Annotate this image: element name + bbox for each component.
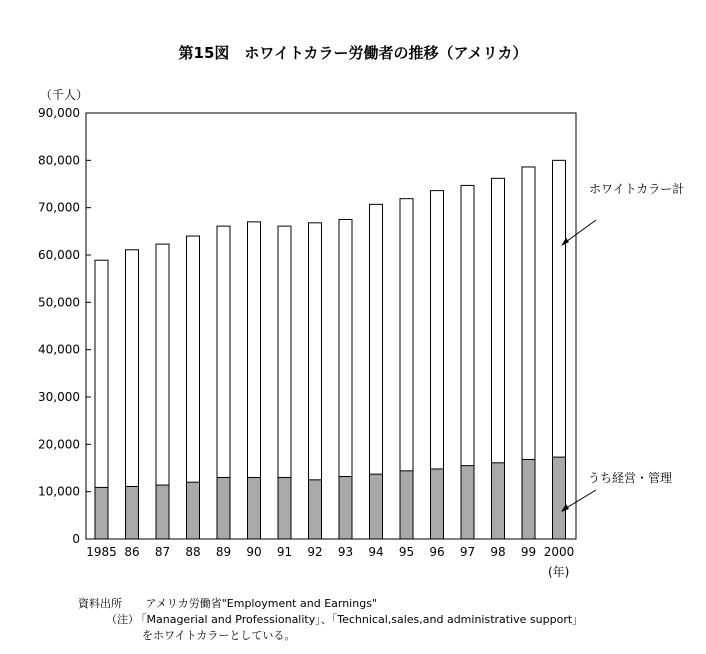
x-tick-label: 93 — [337, 545, 354, 559]
x-tick-label: 94 — [368, 545, 384, 559]
x-tick-label: 1985 — [86, 545, 117, 559]
chart-title: 第15図 ホワイトカラー労働者の推移（アメリカ） — [178, 44, 528, 62]
notes-section — [78, 596, 583, 644]
y-tick-label: 70,000 — [38, 200, 80, 215]
x-tick-label: 99 — [520, 545, 537, 559]
bar-managerial — [217, 477, 230, 539]
bar-managerial — [156, 485, 169, 539]
y-tick-label: 0 — [72, 532, 80, 546]
bar-managerial — [278, 477, 291, 539]
x-tick-label: 91 — [276, 545, 293, 559]
note-line-2: をホワイトカラーとしている。 — [142, 629, 296, 642]
y-tick-label: 90,000 — [38, 106, 80, 120]
note-label: （注） — [106, 613, 139, 626]
bar-managerial — [248, 477, 261, 539]
y-tick-label: 10,000 — [38, 484, 80, 499]
legend-total-pointer — [563, 220, 596, 244]
bar-managerial — [522, 459, 535, 539]
bar-managerial — [492, 463, 505, 539]
source-label: 資料出所 — [78, 597, 122, 610]
y-tick-label: 40,000 — [38, 342, 80, 357]
bar-managerial — [461, 466, 474, 539]
bar-managerial — [187, 482, 200, 539]
x-tick-label: 86 — [124, 545, 140, 559]
source-text: アメリカ労働省"Employment and Earnings" — [145, 597, 377, 610]
x-axis-unit: (年) — [548, 565, 570, 579]
x-tick-label: 95 — [398, 545, 415, 559]
bar-managerial — [309, 480, 322, 539]
x-tick-label: 2000 — [543, 545, 575, 559]
note-line-1: 「Managerial and Professionality」、「Technical,sales,and administrative support」 — [135, 613, 584, 626]
y-tick-label: 60,000 — [38, 248, 80, 262]
y-tick-label: 20,000 — [38, 437, 80, 452]
source-row — [78, 596, 583, 612]
y-tick-label: 80,000 — [38, 153, 80, 168]
legend-managerial-label: うち経営・管理 — [588, 471, 673, 485]
bar-managerial — [339, 477, 352, 539]
x-tick-label: 96 — [429, 545, 445, 559]
x-tick-label: 88 — [185, 545, 201, 559]
y-tick-label: 50,000 — [38, 295, 80, 310]
note-row-2 — [78, 628, 583, 644]
x-tick-label: 89 — [215, 545, 232, 559]
bar-managerial — [553, 457, 566, 539]
bar-managerial — [400, 471, 413, 539]
legend-total-label: ホワイトカラー計 — [589, 182, 685, 196]
bar-managerial — [126, 486, 139, 539]
bar-managerial — [95, 487, 108, 539]
x-tick-label: 92 — [307, 545, 323, 559]
bar-managerial — [370, 474, 383, 539]
x-tick-label: 87 — [154, 545, 171, 559]
bar-managerial — [431, 469, 444, 539]
x-tick-label: 98 — [490, 545, 506, 559]
x-tick-label: 97 — [459, 545, 476, 559]
note-row — [78, 612, 583, 628]
y-axis-unit: （千人） — [40, 88, 89, 102]
legend-managerial-pointer — [563, 490, 596, 510]
x-tick-label: 90 — [246, 545, 262, 559]
y-tick-label: 30,000 — [38, 390, 80, 404]
